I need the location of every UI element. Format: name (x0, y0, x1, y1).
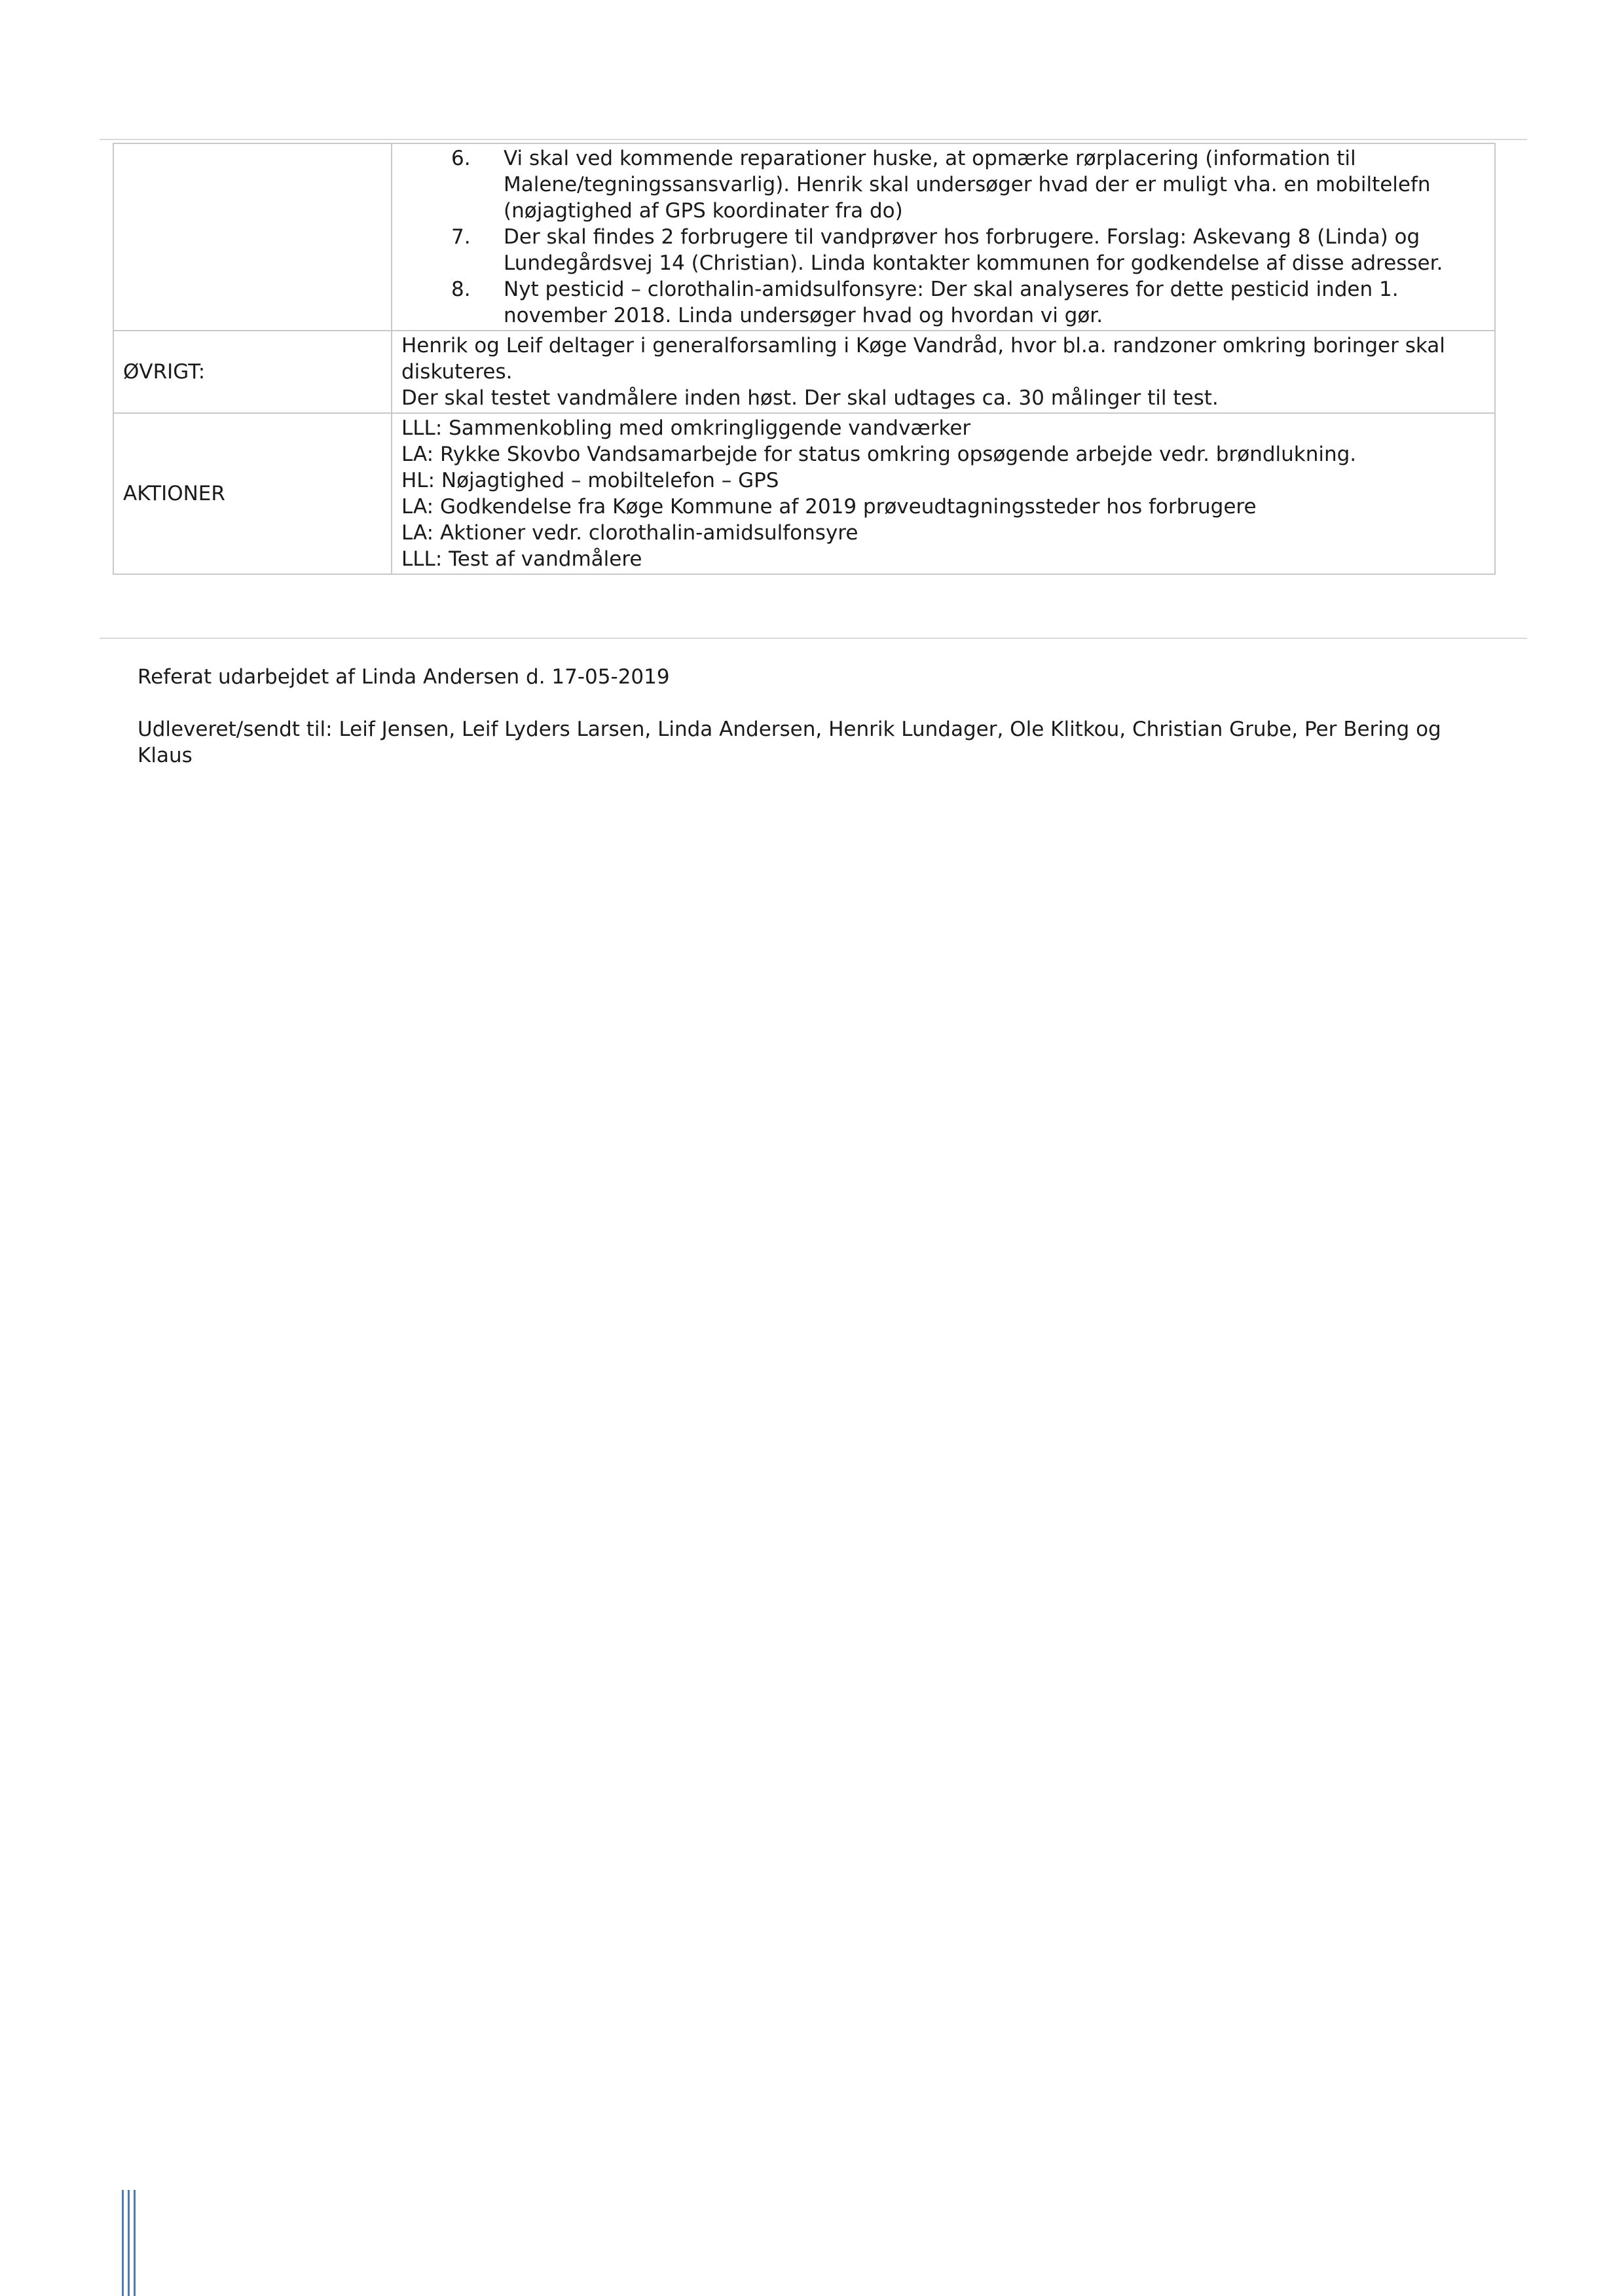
distribution-text: Udleveret/sendt til: Leif Jensen, Leif Lyders Larsen, Linda Andersen, Henrik Lundager, Ole Klitkou, Christian Grube, Per Bering og Klaus (138, 718, 1441, 767)
row-label-aktioner: AKTIONER (113, 413, 392, 574)
table-row (113, 413, 1495, 574)
list-number: 8. (451, 278, 471, 301)
list-text: Vi skal ved kommende reparationer huske, at opmærke rørplacering (information til Malene/tegningssansvarlig). Henrik skal undersøger hvad der er muligt vha. en mobiltelefn (nøjagtighed af GPS koordinater fra do) (504, 147, 1431, 223)
list-item (451, 276, 1485, 329)
numbered-list (401, 145, 1485, 329)
list-text: Nyt pesticid – clorothalin-amidsulfonsyre: Der skal analyseres for dette pesticid inden 1. november 2018. Linda undersøger hvad og hvordan vi gør. (504, 278, 1399, 327)
margin-line (122, 2190, 124, 2296)
list-number: 7. (451, 225, 471, 249)
action-line: LA: Aktioner vedr. clorothalin-amidsulfonsyre (401, 521, 858, 545)
row-content (392, 331, 1495, 413)
row-label-ovrigt: ØVRIGT: (113, 331, 392, 413)
action-line: LLL: Test af vandmålere (401, 547, 642, 571)
text-line: Der skal testet vandmålere inden høst. Der skal udtages ca. 30 målinger til test. (401, 386, 1219, 410)
margin-line (134, 2190, 136, 2296)
action-line: LLL: Sammenkobling med omkringliggende vandværker (401, 416, 971, 440)
list-item (451, 224, 1485, 276)
row-content (392, 143, 1495, 331)
action-line: LA: Godkendelse fra Køge Kommune af 2019 prøveudtagningssteder hos forbrugere (401, 495, 1257, 519)
action-line: HL: Nøjagtighed – mobiltelefon – GPS (401, 469, 779, 492)
margin-line (128, 2190, 130, 2296)
text-line: Henrik og Leif deltager i generalforsamling i Køge Vandråd, hvor bl.a. randzoner omkring boringer skal diskuteres. (401, 334, 1445, 384)
list-item (451, 145, 1485, 224)
prepared-by-text: Referat udarbejdet af Linda Andersen d. 17-05-2019 (138, 665, 670, 689)
list-text: Der skal findes 2 forbrugere til vandprøver hos forbrugere. Forslag: Askevang 8 (Linda) og Lundegårdsvej 14 (Christian). Linda kontakter kommunen for godkendelse af disse adresser. (504, 225, 1443, 275)
action-line: LA: Rykke Skovbo Vandsamarbejde for status omkring opsøgende arbejde vedr. brøndlukning. (401, 443, 1357, 466)
minutes-table (113, 143, 1496, 575)
footer-divider (100, 638, 1527, 639)
row-label (113, 143, 392, 331)
table-row (113, 331, 1495, 413)
list-number: 6. (451, 147, 471, 170)
margin-accent-lines (122, 2190, 141, 2296)
row-content (392, 413, 1495, 574)
top-divider (100, 139, 1527, 140)
table-row (113, 143, 1495, 331)
